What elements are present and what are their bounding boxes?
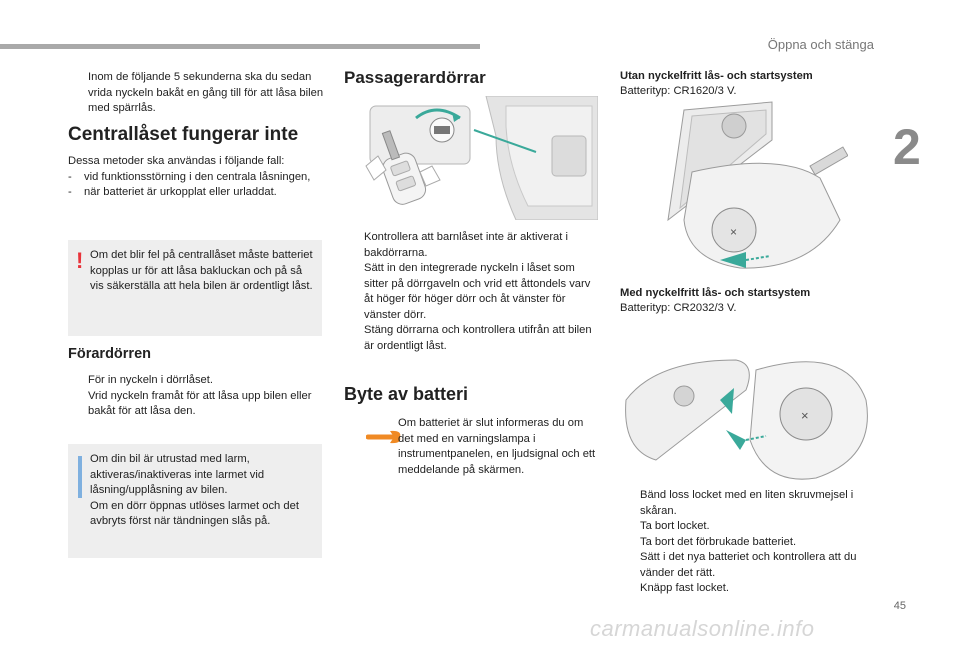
heading-central-lock: Centrallåset fungerar inte [68, 124, 299, 145]
list-item: Ta bort locket. [640, 520, 710, 532]
battery-type-without: Batterityp: CR1620/3 V. [620, 85, 737, 97]
warning-text: Om det blir fel på centrallåset måste batteriet kopplas ur för att låsa bakluckan och på så vis säkerställa att hela bilen är ordentligt låst. [90, 249, 313, 292]
list-item: Knäpp fast locket. [640, 582, 729, 594]
subheading-without-keyless: Utan nyckelfritt lås- och startsystem [620, 70, 813, 82]
chapter-number: 2 [893, 119, 921, 175]
section-title: Öppna och stänga [767, 37, 874, 52]
info-icon [78, 456, 82, 498]
list-item: Ta bort det förbrukade batteriet. [640, 535, 797, 548]
subheading-with-keyless: Med nyckelfritt lås- och startsystem [620, 287, 811, 299]
info-text-1: Om din bil är utrustad med larm, aktiveras/inaktiveras inte larmet vid låsning/upplåsning av bilen. [90, 453, 265, 496]
list-item: För in nyckeln i dörrlåset. [88, 374, 213, 386]
info-note [68, 444, 322, 558]
driver-door-steps [68, 373, 324, 420]
wrench-icon [366, 428, 402, 446]
warning-icon: ! [76, 248, 84, 273]
svg-text:×: × [801, 408, 809, 423]
page-number: 45 [893, 600, 906, 612]
warning-note [68, 240, 322, 336]
keyless-with [620, 286, 870, 317]
svg-text:×: × [730, 225, 738, 239]
intro-bullet: Inom de följande 5 sekunderna ska du sedan vrida nyckeln bakåt en gång till för att låsa bilen med spärrlås. [88, 71, 324, 114]
heading-battery: Byte av batteri [344, 384, 469, 404]
list-item: Kontrollera att barnlåset inte är aktiverat i bakdörrarna. [364, 231, 568, 259]
heading-driver-door: Förardörren [68, 346, 151, 362]
lead-text: Dessa metoder ska användas i följande fall: [68, 155, 285, 167]
watermark: carmanualsonline.info [590, 616, 815, 641]
header-rule [0, 44, 480, 49]
battery-replacement-steps [620, 488, 876, 597]
battery-text: Om batteriet är slut informeras du om det med en varningslampa i instrumentpanelen, en ljudsignal och ett meddelande på skärmen. [398, 417, 596, 476]
key-fob-open-illustration-2 [616, 340, 872, 488]
list-item: Vrid nyckeln framåt för att låsa upp bilen eller bakåt för att låsa den. [88, 389, 312, 417]
key-fob-open-illustration-1 [630, 100, 848, 280]
dash-item: - när batteriet är urkopplat eller urladdat. [68, 186, 277, 198]
heading-passenger-doors: Passagerardörrar [344, 68, 486, 87]
list-item: Sätt i det nya batteriet och kontrollera att du vänder det rätt. [640, 551, 857, 579]
dash-item: - vid funktionsstörning i den centrala låsningen, [68, 170, 311, 183]
list-item: Stäng dörrarna och kontrollera utifrån att bilen är ordentligt låst. [364, 324, 592, 352]
list-item: Sätt in den integrerade nyckeln i låset som sitter på dörrgaveln och vrid ett åttondels varv åt höger för höger dörr och åt vänster för vänster dörr. [364, 262, 591, 321]
left-column [68, 70, 324, 117]
info-text-2: Om en dörr öppnas utlöses larmet och det avbryts först när tändningen slås på. [90, 499, 299, 527]
list-item: Bänd loss locket med en liten skruvmejsel i skåran. [640, 489, 854, 517]
keyless-without [620, 69, 870, 100]
passenger-door-steps [344, 230, 592, 354]
battery-type-with: Batterityp: CR2032/3 V. [620, 302, 737, 314]
central-lock-body [68, 154, 324, 201]
door-lock-illustration [356, 96, 598, 220]
